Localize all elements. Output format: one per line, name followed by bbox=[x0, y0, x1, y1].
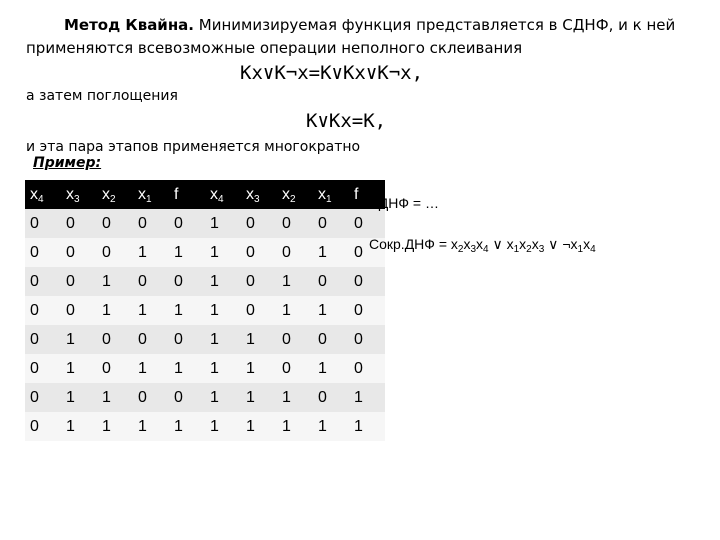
table-cell: 0 bbox=[25, 296, 61, 325]
table-cell: 1 bbox=[97, 412, 133, 441]
table-header-cell: $x_1$ bbox=[313, 180, 349, 209]
table-cell: 1 bbox=[277, 412, 313, 441]
table-cell: 1 bbox=[205, 383, 241, 412]
table-cell: 0 bbox=[25, 412, 61, 441]
table-cell: 1 bbox=[349, 383, 385, 412]
table-cell: 0 bbox=[133, 325, 169, 354]
intro-text: Минимизируемая функция представляется в СДНФ, и к ней применяются всевозможные операции неполного склеивания bbox=[26, 16, 676, 57]
table-row bbox=[25, 267, 385, 296]
table-cell: 0 bbox=[349, 354, 385, 383]
table-header-cell: $x_2$ bbox=[97, 180, 133, 209]
variable-index: 1 bbox=[513, 244, 520, 255]
table-cell: 0 bbox=[313, 267, 349, 296]
table-cell: 1 bbox=[169, 354, 205, 383]
table-cell: 0 bbox=[25, 267, 61, 296]
table-cell: 1 bbox=[169, 412, 205, 441]
absorption-text: а затем поглощения bbox=[26, 88, 178, 104]
table-cell: 0 bbox=[61, 238, 97, 267]
table-cell: 0 bbox=[133, 383, 169, 412]
table-header-cell: $x_2$ bbox=[277, 180, 313, 209]
table-cell: 0 bbox=[169, 267, 205, 296]
table-row bbox=[25, 238, 385, 267]
reduced-dnf-expression bbox=[450, 236, 596, 255]
variable-index: 3 bbox=[470, 244, 477, 255]
or-operator: ∨ bbox=[544, 236, 563, 252]
variable: x bbox=[506, 236, 514, 252]
table-cell: 0 bbox=[97, 325, 133, 354]
table-cell: 1 bbox=[133, 238, 169, 267]
table-cell: 0 bbox=[277, 354, 313, 383]
variable: x bbox=[519, 236, 527, 252]
table-cell: 0 bbox=[241, 267, 277, 296]
table-cell: 1 bbox=[313, 296, 349, 325]
table-cell: 1 bbox=[313, 238, 349, 267]
variable: x bbox=[463, 236, 471, 252]
table-cell: 0 bbox=[133, 267, 169, 296]
table-cell: 1 bbox=[241, 354, 277, 383]
formula-gluing: Kx∨K¬x=K∨Kx∨K¬x, bbox=[240, 62, 424, 84]
table-cell: 1 bbox=[61, 325, 97, 354]
table-header-cell: $x_4$ bbox=[25, 180, 61, 209]
repeat-text: и эта пара этапов применяется многократно bbox=[26, 139, 361, 155]
table-cell: 1 bbox=[277, 296, 313, 325]
sdnf-label: СДНФ = … bbox=[369, 195, 439, 211]
table-row bbox=[25, 412, 385, 441]
table-cell: 1 bbox=[349, 412, 385, 441]
table-cell: 1 bbox=[133, 354, 169, 383]
table-cell: 1 bbox=[61, 383, 97, 412]
example-label: Пример: bbox=[33, 155, 102, 171]
variable: x bbox=[583, 236, 591, 252]
table-header-cell: f bbox=[169, 180, 205, 209]
formula-absorption: K∨Kx=K, bbox=[306, 110, 387, 132]
table-cell: 1 bbox=[169, 238, 205, 267]
table-cell: 0 bbox=[349, 209, 385, 238]
table-cell: 1 bbox=[97, 296, 133, 325]
table-cell: 1 bbox=[61, 354, 97, 383]
variable-index: 4 bbox=[590, 244, 596, 255]
table-cell: 1 bbox=[241, 412, 277, 441]
variable-index: 2 bbox=[526, 244, 532, 255]
table-cell: 1 bbox=[313, 412, 349, 441]
variable-index: 4 bbox=[483, 244, 489, 255]
table-cell: 1 bbox=[313, 354, 349, 383]
table-cell: 1 bbox=[97, 267, 133, 296]
table-header-cell: $x_4$ bbox=[205, 180, 241, 209]
table-header-cell: $x_3$ bbox=[241, 180, 277, 209]
table-cell: 0 bbox=[25, 354, 61, 383]
table-cell: 0 bbox=[277, 209, 313, 238]
truth-table-header-row bbox=[25, 180, 385, 209]
table-row bbox=[25, 209, 385, 238]
table-cell: 1 bbox=[241, 325, 277, 354]
table-cell: 0 bbox=[61, 296, 97, 325]
variable: x bbox=[450, 236, 458, 252]
variable-index: 2 bbox=[457, 244, 464, 255]
table-cell: 0 bbox=[133, 209, 169, 238]
table-cell: 0 bbox=[313, 325, 349, 354]
table-cell: 0 bbox=[25, 325, 61, 354]
table-cell: 0 bbox=[277, 325, 313, 354]
table-header-cell: $x_3$ bbox=[61, 180, 97, 209]
table-cell: 0 bbox=[241, 238, 277, 267]
table-cell: 0 bbox=[97, 354, 133, 383]
table-cell: 0 bbox=[313, 383, 349, 412]
table-cell: 0 bbox=[97, 238, 133, 267]
table-cell: 0 bbox=[97, 209, 133, 238]
table-cell: 0 bbox=[25, 238, 61, 267]
table-cell: 0 bbox=[313, 209, 349, 238]
table-cell: 0 bbox=[277, 238, 313, 267]
variable-index: 3 bbox=[538, 244, 545, 255]
table-cell: 1 bbox=[205, 238, 241, 267]
table-cell: 0 bbox=[169, 325, 205, 354]
table-cell: 0 bbox=[169, 209, 205, 238]
variable: ¬x bbox=[562, 236, 578, 252]
table-cell: 0 bbox=[349, 238, 385, 267]
table-cell: 1 bbox=[205, 209, 241, 238]
table-row bbox=[25, 296, 385, 325]
table-cell: 0 bbox=[241, 209, 277, 238]
reduced-dnf bbox=[369, 236, 596, 253]
table-row bbox=[25, 325, 385, 354]
table-cell: 1 bbox=[97, 383, 133, 412]
table-row bbox=[25, 354, 385, 383]
table-cell: 1 bbox=[205, 325, 241, 354]
table-cell: 1 bbox=[277, 383, 313, 412]
reduced-dnf-label: Сокр.ДНФ = bbox=[369, 236, 451, 252]
table-cell: 0 bbox=[25, 209, 61, 238]
intro-paragraph bbox=[26, 14, 716, 60]
variable: x bbox=[476, 236, 484, 252]
table-cell: 1 bbox=[277, 267, 313, 296]
table-cell: 0 bbox=[169, 383, 205, 412]
or-operator: ∨ bbox=[488, 236, 507, 252]
table-cell: 1 bbox=[61, 412, 97, 441]
table-cell: 0 bbox=[61, 209, 97, 238]
table-cell: 1 bbox=[133, 296, 169, 325]
table-header-cell: f bbox=[349, 180, 385, 209]
table-cell: 0 bbox=[241, 296, 277, 325]
table-cell: 1 bbox=[241, 383, 277, 412]
table-row bbox=[25, 383, 385, 412]
method-title: Метод Квайна. bbox=[64, 16, 195, 34]
table-header-cell: $x_1$ bbox=[133, 180, 169, 209]
table-cell: 1 bbox=[133, 412, 169, 441]
table-cell: 0 bbox=[349, 267, 385, 296]
table-cell: 1 bbox=[205, 354, 241, 383]
table-cell: 1 bbox=[205, 296, 241, 325]
variable-index: 1 bbox=[577, 244, 584, 255]
table-cell: 0 bbox=[61, 267, 97, 296]
truth-table-body bbox=[25, 209, 385, 441]
table-cell: 1 bbox=[205, 412, 241, 441]
truth-table bbox=[25, 180, 385, 441]
variable: x bbox=[531, 236, 539, 252]
table-cell: 0 bbox=[349, 325, 385, 354]
table-cell: 0 bbox=[349, 296, 385, 325]
table-cell: 1 bbox=[205, 267, 241, 296]
table-cell: 0 bbox=[25, 383, 61, 412]
table-cell: 1 bbox=[169, 296, 205, 325]
